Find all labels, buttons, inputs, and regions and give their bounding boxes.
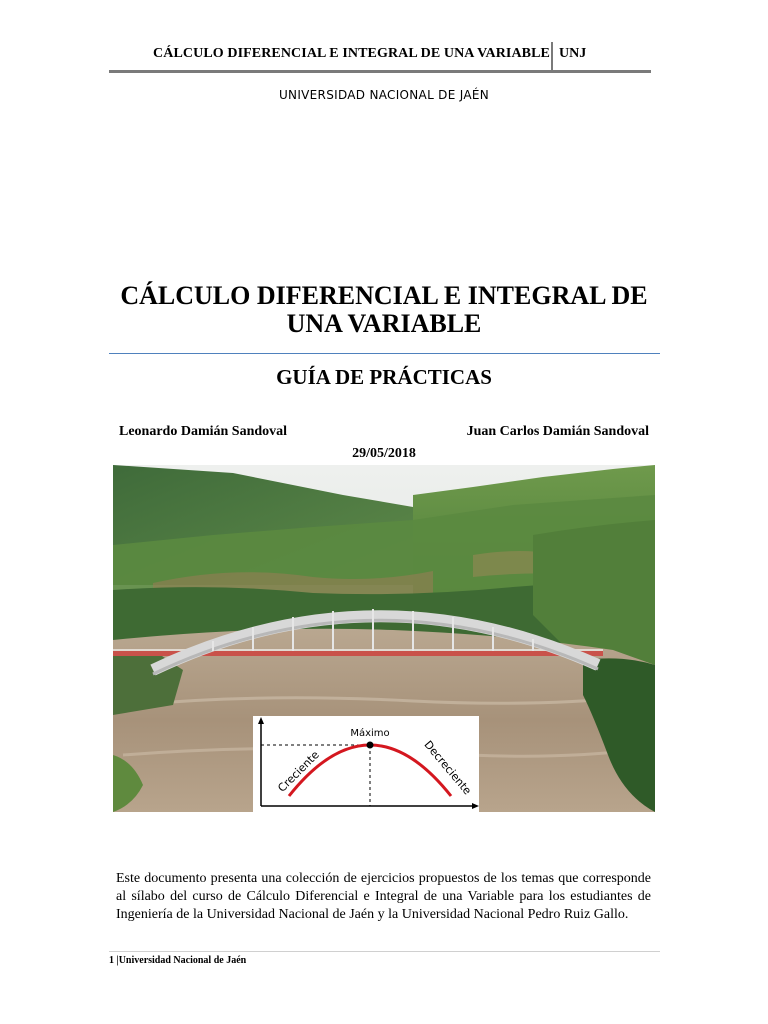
footer-separator: | [116, 955, 119, 966]
maximum-point [367, 742, 374, 749]
document-date: 29/05/2018 [352, 446, 416, 461]
document-title [90, 282, 678, 338]
document-title-line-1: CÁLCULO DIFERENCIAL E INTEGRAL DE [120, 281, 648, 310]
footer-text: Universidad Nacional de Jaén [118, 955, 247, 966]
author-right: Juan Carlos Damián Sandoval [466, 424, 649, 439]
page-number: 1 [109, 955, 114, 966]
header-code: UNJ [559, 46, 587, 61]
university-name: UNIVERSIDAD NACIONAL DE JAÉN [278, 88, 490, 102]
document-subtitle: GUÍA DE PRÁCTICAS [276, 365, 492, 389]
description-paragraph: Este documento presenta una colección de ejercicios propuestos de los temas que corresponde al sílabo del curso de Cálculo Diferencial e Integral de una Variable para los estudiantes de Ingeniería de la Universidad Nacional de Jaén y la Universidad Nacional Pedro Ruiz Gallo. [116, 871, 651, 922]
header-title: CÁLCULO DIFERENCIAL E INTEGRAL DE UNA VARIABLE [153, 46, 550, 61]
title-rule [109, 353, 660, 354]
author-left: Leonardo Damián Sandoval [119, 424, 288, 439]
graph-label-left: Creciente [275, 748, 322, 795]
page-footer [109, 955, 246, 966]
header-divider [551, 42, 553, 70]
footer-rule [109, 951, 660, 952]
maximum-graph [253, 716, 479, 812]
graph-label-max: Máximo [350, 728, 390, 739]
graph-label-right: Decreciente [421, 738, 474, 798]
document-title-line-2: UNA VARIABLE [286, 309, 482, 338]
